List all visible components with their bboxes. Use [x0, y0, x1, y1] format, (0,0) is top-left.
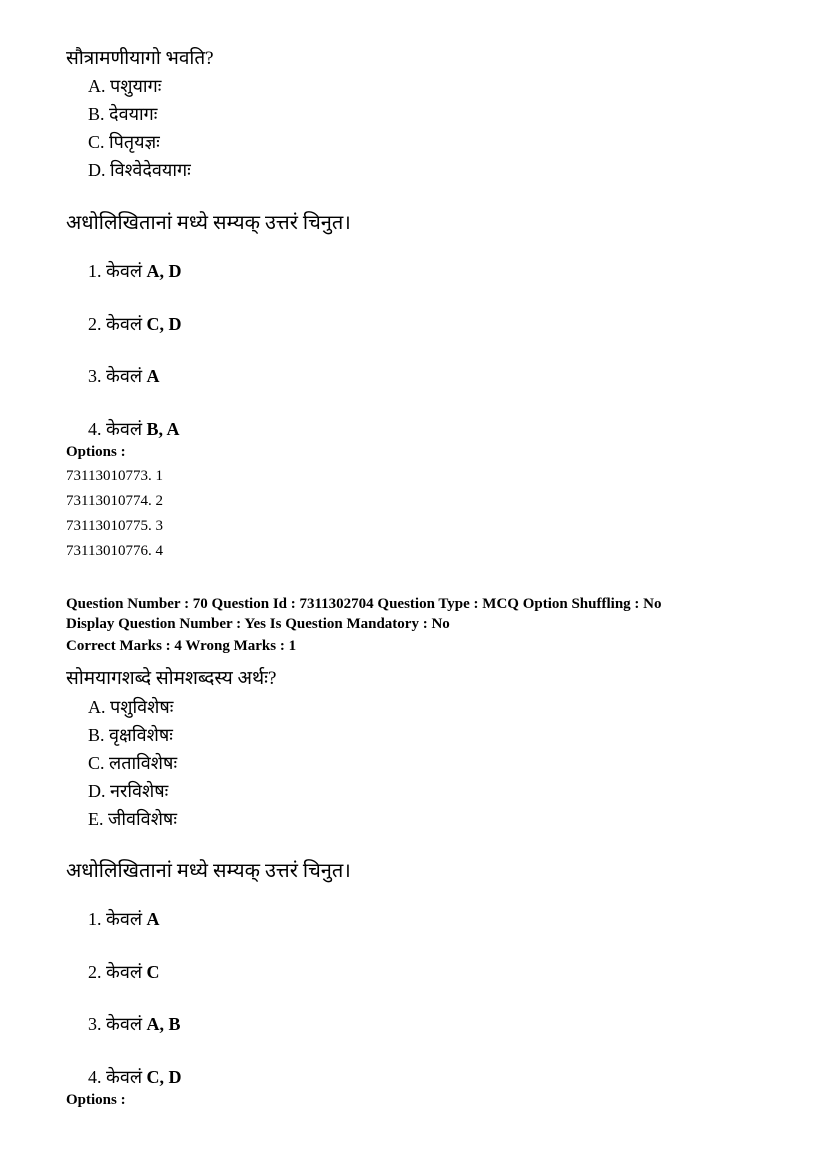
q2-options-label: Options :: [66, 1092, 126, 1108]
q1-answer-2: [88, 312, 182, 336]
q1-answer-1: [88, 259, 182, 283]
answer-letters: B, A: [146, 419, 180, 439]
answer-word: केवलं: [106, 314, 143, 334]
question-meta-line-2: Display Question Number : Yes Is Question Mandatory : No: [66, 616, 450, 632]
q2-answer-1: [88, 907, 160, 931]
answer-letters: A, B: [146, 1014, 181, 1034]
answer-number: 3.: [88, 1014, 102, 1034]
answer-number: 4.: [88, 1067, 102, 1087]
answer-number: 2.: [88, 314, 102, 334]
q2-answer-4: [88, 1065, 182, 1089]
answer-letters: C, D: [146, 1067, 182, 1087]
q1-statement-c: C. पितृयज्ञः: [88, 132, 160, 152]
q1-options-label: Options :: [66, 444, 126, 460]
answer-word: केवलं: [106, 1067, 143, 1087]
answer-number: 2.: [88, 962, 102, 982]
q1-option-2: 73113010774. 2: [66, 493, 163, 509]
answer-word: केवलं: [106, 1014, 143, 1034]
answer-number: 4.: [88, 419, 102, 439]
answer-letters: C: [146, 962, 160, 982]
q1-answer-3: [88, 364, 160, 388]
q1-answer-4: [88, 417, 180, 441]
question-meta-line-1: Question Number : 70 Question Id : 7311302704 Question Type : MCQ Option Shuffling : No: [66, 596, 662, 612]
q1-statement-d: D. विश्वेदेवयागः: [88, 160, 191, 180]
answer-word: केवलं: [106, 419, 143, 439]
q1-option-4: 73113010776. 4: [66, 543, 163, 559]
q2-statement-d: D. नरविशेषः: [88, 781, 169, 801]
q2-answer-3: [88, 1012, 181, 1036]
question-1-stem: सौत्रामणीयागो भवति?: [66, 48, 214, 69]
q2-statement-c: C. लताविशेषः: [88, 753, 178, 773]
q2-instruction: अधोलिखितानां मध्ये सम्यक् उत्तरं चिनुत।: [66, 860, 351, 882]
q1-statement-a: A. पशुयागः: [88, 76, 162, 96]
q1-instruction: अधोलिखितानां मध्ये सम्यक् उत्तरं चिनुत।: [66, 212, 351, 234]
answer-word: केवलं: [106, 366, 143, 386]
answer-number: 3.: [88, 366, 102, 386]
answer-word: केवलं: [106, 962, 143, 982]
q1-statement-b: B. देवयागः: [88, 104, 158, 124]
answer-number: 1.: [88, 909, 102, 929]
question-meta-line-3: Correct Marks : 4 Wrong Marks : 1: [66, 638, 297, 654]
answer-word: केवलं: [106, 261, 143, 281]
answer-letters: C, D: [146, 314, 182, 334]
answer-word: केवलं: [106, 909, 143, 929]
q2-statement-e: E. जीवविशेषः: [88, 809, 177, 829]
q2-answer-2: [88, 960, 160, 984]
answer-letters: A: [146, 909, 160, 929]
q2-statement-a: A. पशुविशेषः: [88, 697, 174, 717]
answer-letters: A: [146, 366, 160, 386]
q2-statement-b: B. वृक्षविशेषः: [88, 725, 173, 745]
answer-letters: A, D: [146, 261, 182, 281]
q1-option-1: 73113010773. 1: [66, 468, 163, 484]
question-2-stem: सोमयागशब्दे सोमशब्दस्य अर्थः?: [66, 668, 277, 689]
answer-number: 1.: [88, 261, 102, 281]
q1-option-3: 73113010775. 3: [66, 518, 163, 534]
